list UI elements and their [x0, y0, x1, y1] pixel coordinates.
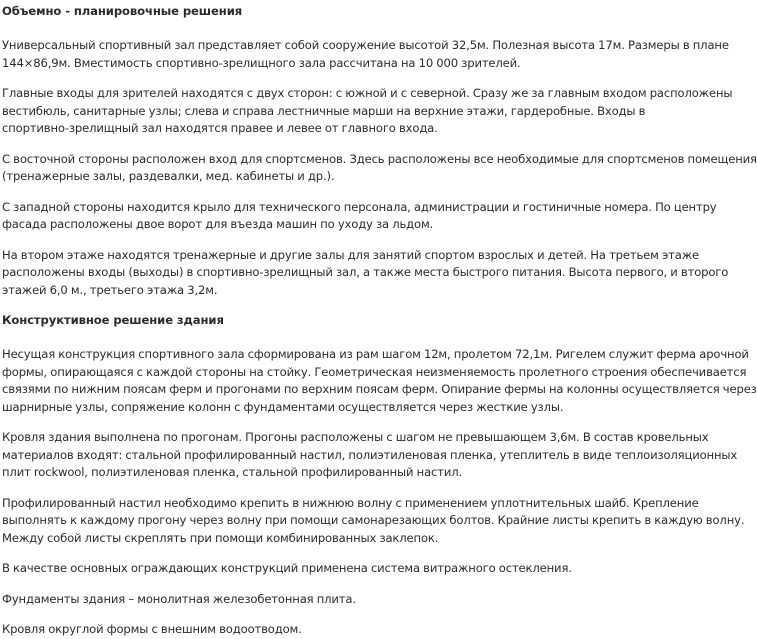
paragraph-line: Универсальный спортивный зал представляет собой сооружение высотой 32,5м. Полезная высота 17м. Размеры в плане: [2, 38, 729, 52]
paragraph-line: Кровля округлой формы с внешним водоотводом.: [2, 622, 302, 636]
paragraph-line: шарнирные узлы, сопряжение колонн с фундаментами осуществляется через жесткие узлы.: [2, 399, 564, 414]
paragraph-foundations: [2, 591, 700, 609]
heading-structural-solution: Конструктивное решение здания: [2, 313, 224, 327]
paragraph-line: Несущая конструкция спортивного зала сформирована из рам шагом 12м, пролетом 72,1м. Ригелем служит ферма арочной: [2, 347, 749, 361]
paragraph-line: Кровля здания выполнена по прогонам. Прогоны расположены с шагом не превышающем 3,6м. В состав кровельных: [2, 430, 709, 444]
paragraph-main-entrances: [2, 85, 733, 138]
paragraph-line: расположены входы (выходы) в спортивно-зрелищный зал, а также места быстрого питания. Высота первого, и второго: [2, 265, 729, 279]
paragraph-line: вестибюль, санитарные узлы; слева и справа лестничные марши на верхние этажи, гардеробные. Входы в: [2, 103, 646, 118]
paragraph-line: этажей 6,0 м., третьего этажа 3,2м.: [2, 282, 218, 297]
paragraph-line: Главные входы для зрителей находятся с двух сторон: с южной и с северной. Сразу же за главным входом расположены: [2, 86, 733, 100]
paragraph-line: 144×86,9м. Вместимость спортивно-зрелищного зала рассчитана на 10 000 зрителей.: [2, 55, 521, 70]
paragraph-profiled-decking: [2, 495, 745, 548]
paragraph-line: Фундаменты здания – монолитная железобетонная плита.: [2, 591, 356, 606]
paragraph-east-side: [2, 151, 757, 186]
paragraph-upper-floors: [2, 247, 729, 300]
paragraph-enclosing-structures: [2, 560, 700, 578]
paragraph-line: (тренажерные залы, раздевалки, мед. кабинеты и др.).: [2, 169, 335, 183]
paragraph-line: На втором этаже находятся тренажерные и другие залы для занятий спортом взрослых и детей. На третьем этаже: [2, 247, 700, 262]
paragraph-load-bearing-structure: [2, 346, 757, 416]
paragraph-line: С западной стороны находится крыло для технического персонала, администрации и гостиничные номера. По центру: [2, 199, 717, 214]
paragraph-line: спортивно-зрелищный зал находятся правее и левее от главного входа.: [2, 121, 438, 135]
paragraph-line: фасада расположены двое ворот для въезда машин по уходу за льдом.: [2, 217, 434, 231]
paragraph-line: плит rockwool, полиэтиленовая пленка, стальной профилированный настил.: [2, 465, 463, 479]
paragraph-line: Между собой листы скреплять при помощи комбинированных заклепок.: [2, 530, 439, 545]
heading-planning-solutions: Объемно - планировочные решения: [2, 4, 243, 18]
paragraph-roofing: [2, 429, 738, 482]
paragraph-line: формы, опирающаяся с каждой стороны на стойку. Геометрическая неизменяемость пролетного строения обеспечивается: [2, 364, 747, 379]
paragraph-roof-shape: [2, 621, 700, 639]
paragraph-line: В качестве основных ограждающих конструкций применена система витражного остекления.: [2, 561, 572, 575]
paragraph-hall-overview: [2, 37, 729, 72]
paragraph-line: Профилированный настил необходимо крепить в нижнюю волну с применением уплотнительных шайб. Крепление: [2, 495, 699, 510]
paragraph-west-side: [2, 199, 717, 234]
paragraph-line: С восточной стороны расположен вход для спортсменов. Здесь расположены все необходимые для спортсменов помещения: [2, 151, 757, 166]
paragraph-line: материалов входят: стальной профилированный настил, полиэтиленовая пленка, утеплитель в виде теплоизоляционных: [2, 447, 738, 462]
paragraph-line: выполнять к каждому прогону через волну при помощи самонарезающих болтов. Крайние листы крепить в каждую волну.: [2, 513, 745, 527]
paragraph-line: связями по нижним поясам ферм и прогонами по верхним поясам ферм. Опирание фермы на колонны осуществляется через: [2, 382, 757, 396]
